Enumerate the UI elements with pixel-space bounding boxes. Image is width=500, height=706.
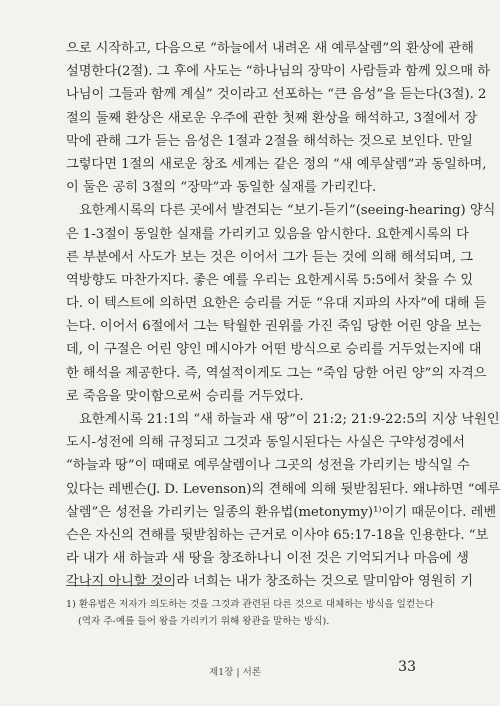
text-line: 는다. 이어서 6절에서 그는 탁월한 권위를 가진 죽임 당한 어린 양을 보는 [66, 319, 482, 335]
text-line: 절의 둘째 환상은 새로운 우주에 관한 첫째 환상을 해석하고, 3절에서 장 [66, 110, 478, 126]
text-line: 요한계시록 21:1의 “새 하늘과 새 땅”이 21:2; 21:9-22:5의 지상 낙원인 [79, 412, 500, 427]
text-line: 데, 이 구절은 어린 양인 메시아가 어떤 방식으로 승리를 거두었는지에 대 [66, 342, 482, 358]
text-line: 있다는 레벤슨(J. D. Levenson)의 견해에 의해 뒷받침된다. 왜냐하면 “예루 [66, 481, 500, 497]
text-line: 른 부분에서 사도가 보는 것은 이어서 그가 듣는 것에 의해 해석되며, 그 [66, 249, 473, 265]
text-line: 각나지 아니할 것이라 너희는 내가 창조하는 것으로 말미암아 영원히 기 [66, 574, 474, 590]
footnote-line: 1) 환유법은 저자가 의도하는 것을 그것과 관련된 다른 것으로 대체하는 방식을 일컫는다 [66, 599, 434, 610]
text-line: 살렘”은 성전을 가리키는 일종의 환유법(metonymy)¹⁾이기 때문이다. 레벤 [66, 504, 497, 520]
text-line: 슨은 자신의 견해를 뒷받침하는 근거로 이사야 65:17-18을 인용한다. “보 [66, 527, 489, 543]
text-line: 그렇다면 1절의 새로운 창조 세계는 같은 정의 “새 예루살렘”과 동일하며, [66, 156, 487, 172]
text-line: 이 둘은 공히 3절의 “장막”과 동일한 실재를 가리킨다. [66, 180, 377, 196]
text-line: 나님이 그들과 함께 계실” 것이라고 선포하는 “큰 음성”을 듣는다(3절). 2 [66, 87, 487, 103]
text-line: 로 죽음을 맞이함으로써 승리를 거두었다. [66, 388, 304, 404]
footnote [66, 596, 434, 630]
text-line: 은 1-3절이 동일한 실재를 가리키고 있음을 암시한다. 요한계시록의 다 [66, 226, 469, 242]
running-footer: 제1장 | 서론 [209, 667, 261, 678]
text-line: 으로 시작하고, 다음으로 “하늘에서 내려온 새 예루살렘”의 환상에 관해 [66, 41, 474, 56]
body-text [66, 37, 500, 594]
text-line: 도시-성전에 의해 규정되고 그것과 동일시된다는 사실은 구약성경에서 [66, 435, 466, 451]
text-line: 다. 이 텍스트에 의하면 요한은 승리를 거둔 “유대 지파의 사자”에 대해 듣 [66, 296, 487, 312]
footnote-line: (역자 주-예를 들어 왕을 가리키기 위해 왕관을 말하는 방식). [78, 616, 330, 627]
footnote-separator [66, 585, 174, 586]
text-line: 한 해석을 제공한다. 즉, 역설적이게도 그는 “죽임 당한 어린 양”의 자격으 [66, 365, 487, 381]
text-line: 요한계시록의 다른 곳에서 발견되는 “보기-듣기”(seeing-hearing) 양식 [79, 203, 496, 219]
text-line: “하늘과 땅”이 때때로 예루살렘이나 그곳의 성전을 가리키는 방식일 수 [66, 458, 470, 474]
text-line: 막에 관해 그가 듣는 음성은 1절과 2절을 해석하는 것으로 보인다. 만일 [66, 133, 473, 149]
text-line: 설명한다(2절). 그 후에 사도는 “하나님의 장막이 사람들과 함께 있으매 하 [66, 64, 491, 80]
text-line: 라 내가 새 하늘과 새 땅을 창조하나니 이전 것은 기억되거나 마음에 생 [66, 551, 469, 567]
text-line: 역방향도 마찬가지다. 좋은 예를 우리는 요한계시록 5:5에서 찾을 수 있 [66, 272, 474, 288]
page-number: 33 [398, 659, 416, 675]
